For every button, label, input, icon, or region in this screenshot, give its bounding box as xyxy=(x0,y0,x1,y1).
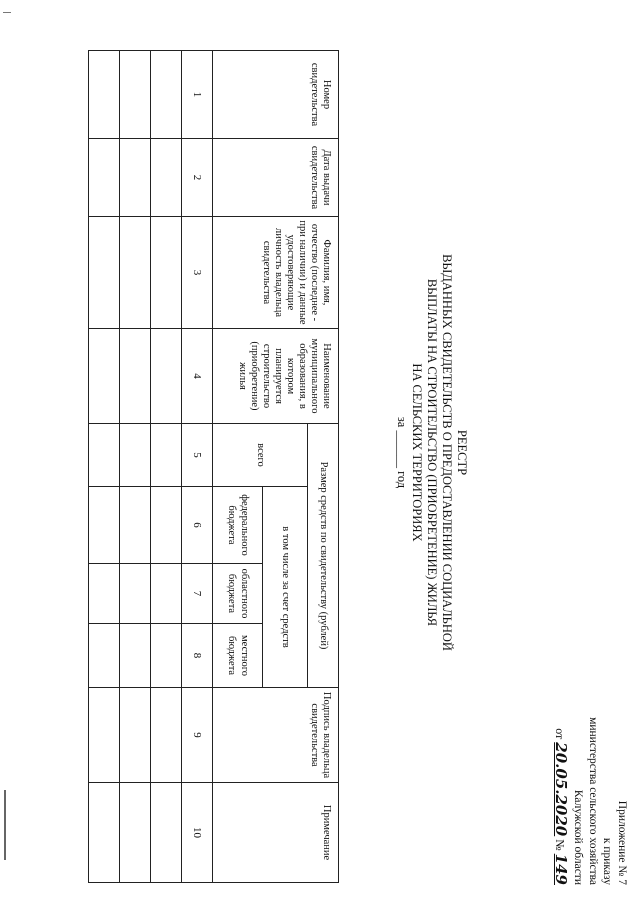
empty-cell xyxy=(120,783,151,883)
empty-cell xyxy=(151,51,182,139)
handwritten-date: 20.05.2020 xyxy=(552,742,571,837)
appendix-line-1: Приложение № 7 xyxy=(616,800,628,885)
empty-cell xyxy=(151,688,182,783)
empty-cell xyxy=(89,783,120,883)
document-title xyxy=(394,0,469,905)
empty-cell xyxy=(89,564,120,624)
empty-cell xyxy=(151,487,182,564)
empty-cell xyxy=(151,624,182,688)
col-num: 9 xyxy=(182,688,213,783)
header-regional: областного бюджета xyxy=(213,564,263,624)
handwritten-number: 149 xyxy=(552,853,571,885)
empty-cell xyxy=(89,624,120,688)
header-size: Размер средств по свидетельству (рублей) xyxy=(308,424,339,688)
empty-row xyxy=(151,51,182,883)
col-num: 4 xyxy=(182,329,213,424)
empty-cell xyxy=(120,51,151,139)
registry-table xyxy=(88,50,339,883)
empty-cell xyxy=(151,329,182,424)
title-line-2: ВЫДАННЫХ СВИДЕТЕЛЬСТВ О ПРЕДОСТАВЛЕНИИ СОЦИАЛЬНОЙ xyxy=(440,254,454,651)
appendix-block xyxy=(551,717,629,885)
header-fio: Фамилия, имя, отчество (последнее - при наличии) и данные удостоверяющие личность владельца свидетельства xyxy=(213,217,339,329)
empty-cell xyxy=(151,564,182,624)
header-local: местного бюджета xyxy=(213,624,263,688)
empty-cell xyxy=(89,217,120,329)
appendix-no: № xyxy=(553,839,568,851)
col-num: 5 xyxy=(182,424,213,487)
appendix-line-3: министерства сельского хозяйства xyxy=(586,717,599,885)
empty-cell xyxy=(151,217,182,329)
empty-row xyxy=(120,51,151,883)
title-line-5: за ______ год xyxy=(395,416,409,489)
header-signature: Подпись владельца свидетельства xyxy=(213,688,339,783)
col-num: 7 xyxy=(182,564,213,624)
empty-cell xyxy=(89,688,120,783)
empty-cell xyxy=(89,329,120,424)
empty-cell xyxy=(120,487,151,564)
header-total: всего xyxy=(213,424,308,487)
scan-mark xyxy=(3,12,11,13)
empty-cell xyxy=(120,624,151,688)
header-federal: федерального бюджета xyxy=(213,487,263,564)
col-num: 2 xyxy=(182,139,213,217)
empty-cell xyxy=(120,329,151,424)
title-line-3: ВЫПЛАТЫ НА СТРОИТЕЛЬСТВО (ПРИОБРЕТЕНИЕ) ЖИЛЬЯ xyxy=(425,278,439,627)
appendix-line-4: Калужской области xyxy=(571,789,584,885)
col-num: 6 xyxy=(182,487,213,564)
empty-cell xyxy=(151,139,182,217)
empty-cell xyxy=(120,217,151,329)
header-note: Примечание xyxy=(213,783,339,883)
appendix-date-line xyxy=(551,717,570,885)
empty-cell xyxy=(120,688,151,783)
appendix-from: от xyxy=(553,728,568,740)
header-including: в том числе за счет средств xyxy=(263,487,308,688)
empty-cell xyxy=(120,424,151,487)
empty-cell xyxy=(89,487,120,564)
col-num: 1 xyxy=(182,51,213,139)
scan-mark xyxy=(4,790,6,860)
title-line-4: НА СЕЛЬСКИХ ТЕРРИТОРИЯХ xyxy=(410,363,424,542)
col-num: 10 xyxy=(182,783,213,883)
column-number-row xyxy=(182,51,213,883)
title-line-1: РЕЕСТР xyxy=(455,429,469,476)
empty-cell xyxy=(151,783,182,883)
header-number: Номер свидетельства xyxy=(213,51,339,139)
appendix-line-2: к приказу xyxy=(601,837,614,885)
empty-cell xyxy=(151,424,182,487)
empty-cell xyxy=(120,564,151,624)
header-date: Дата выдачи свидетельства xyxy=(213,139,339,217)
header-municipality: Наименование муниципального образования, в котором планируется строительство (приобретение) жилья xyxy=(213,329,339,424)
empty-row xyxy=(89,51,120,883)
empty-cell xyxy=(89,424,120,487)
empty-cell xyxy=(89,51,120,139)
empty-cell xyxy=(89,139,120,217)
col-num: 3 xyxy=(182,217,213,329)
empty-cell xyxy=(120,139,151,217)
col-num: 8 xyxy=(182,624,213,688)
